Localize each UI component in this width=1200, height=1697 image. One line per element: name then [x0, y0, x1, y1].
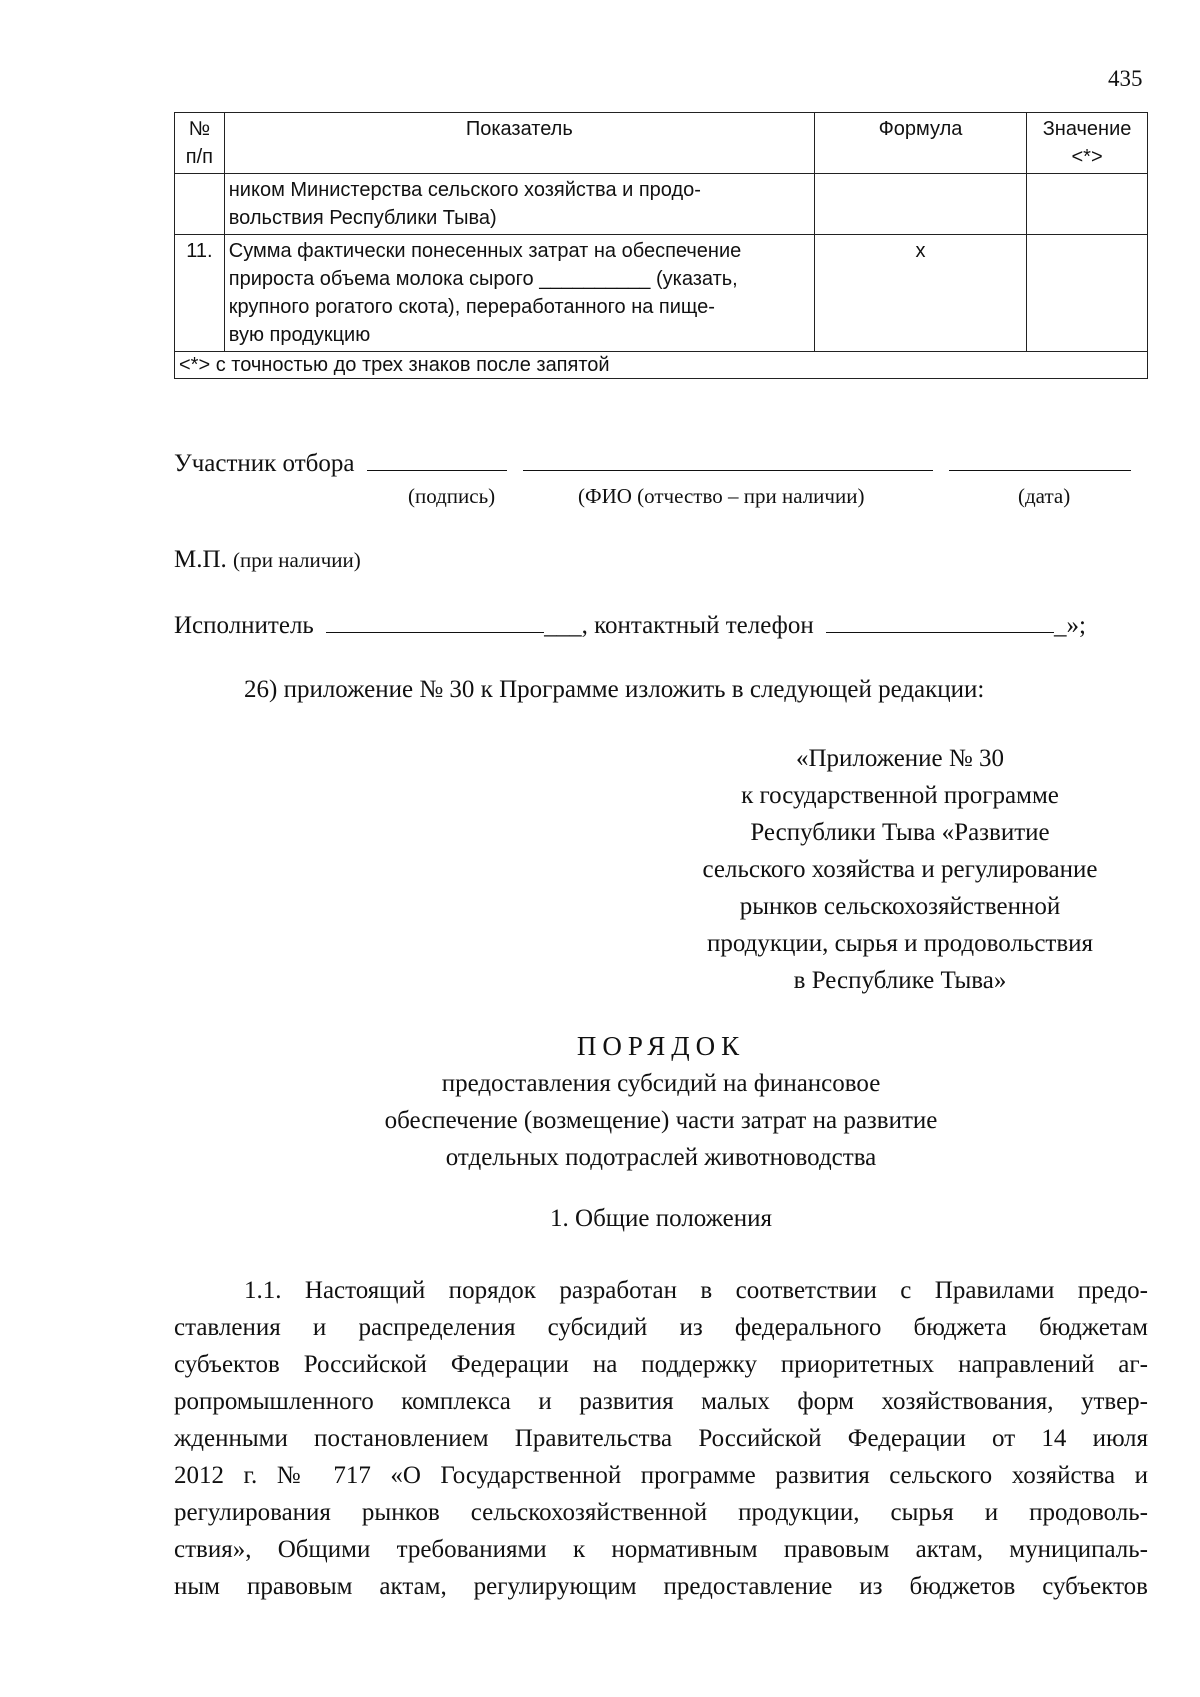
header-num: № п/п [175, 113, 225, 174]
caption-name: (ФИО (отчество – при наличии) [578, 484, 865, 508]
executor-end: _»; [1053, 612, 1086, 639]
appendix-line: Республики Тыва «Развитие [750, 819, 1050, 846]
executor-line [174, 612, 1086, 640]
table-footnote: <*> с точностью до трех знаков после запятой [175, 352, 1148, 379]
page-number: 435 [1108, 66, 1143, 91]
amendment-paragraph: 26) приложение № 30 к Программе изложить в следующей редакции: [244, 676, 985, 703]
body-line: ствия», Общими требованиями к нормативным правовым актам, муниципаль- [174, 1536, 1148, 1563]
table-row [175, 235, 1148, 352]
document-title-block [174, 1028, 1148, 1176]
row-formula [814, 174, 1026, 235]
indicator-line: Сумма фактически понесенных затрат на обеспечение [228, 240, 742, 262]
stamp-line [174, 546, 361, 574]
table-header-row [175, 113, 1148, 174]
body-line: ропромышленного комплекса и развития малых форм хозяйствования, утвер- [174, 1388, 1148, 1415]
signature-blank [367, 450, 507, 471]
body-line: 2012 г. № 717 «О Государственной программе развития сельского хозяйства и [174, 1462, 1148, 1489]
row-formula: х [814, 235, 1026, 352]
indicator-line: вольствия Республики Тыва) [228, 207, 497, 229]
appendix-line: в Республике Тыва» [793, 967, 1007, 994]
header-formula: Формула [814, 113, 1026, 174]
appendix-line: сельского хозяйства и регулирование [702, 856, 1098, 883]
document-title: ПОРЯДОК [576, 1031, 746, 1061]
signature-line [174, 450, 1131, 478]
executor-blank [326, 612, 544, 633]
appendix-line: «Приложение № 30 [795, 745, 1005, 772]
row-num [175, 174, 225, 235]
signature-label: Участник отбора [174, 450, 355, 477]
stamp-note: (при наличии) [233, 548, 361, 572]
appendix-line: продукции, сырья и продовольствия [706, 930, 1094, 957]
appendix-line: рынков сельскохозяйственной [739, 893, 1061, 920]
indicator-line: прироста объема молока сырого __________ (указать, [228, 268, 738, 290]
indicator-table [174, 112, 1148, 379]
caption-date: (дата) [1018, 484, 1071, 508]
date-blank [949, 450, 1131, 471]
row-indicator [224, 174, 814, 235]
table-row [175, 174, 1148, 235]
subtitle-line: обеспечение (возмещение) части затрат на развитие [384, 1107, 938, 1134]
phone-blank [826, 612, 1054, 633]
appendix-line: к государственной программе [741, 782, 1059, 809]
body-paragraph [174, 1272, 1148, 1605]
subtitle-line: отдельных подотраслей животноводства [445, 1144, 877, 1171]
body-line: 1.1. Настоящий порядок разработан в соответствии с Правилами предо- [244, 1277, 1148, 1304]
row-value [1027, 174, 1148, 235]
appendix-header [640, 740, 1160, 999]
body-line: регулирования рынков сельскохозяйственной продукции, сырья и продоволь- [174, 1499, 1148, 1526]
row-indicator [224, 235, 814, 352]
row-num: 11. [175, 235, 225, 352]
stamp-label: М.П. [174, 546, 227, 573]
header-indicator: Показатель [224, 113, 814, 174]
body-line: субъектов Российской Федерации на поддержку приоритетных направлений аг- [174, 1351, 1148, 1378]
indicator-line: крупного рогатого скота), переработанного на пище- [228, 296, 715, 318]
subtitle-line: предоставления субсидий на финансовое [441, 1070, 881, 1097]
caption-signature: (подпись) [408, 484, 496, 508]
executor-label: Исполнитель [174, 612, 314, 639]
executor-suffix: ___, [544, 612, 588, 639]
name-blank [523, 450, 933, 471]
row-value [1027, 235, 1148, 352]
body-line: жденными постановлением Правительства Российской Федерации от 14 июля [174, 1425, 1148, 1452]
indicator-line: ником Министерства сельского хозяйства и продо- [228, 179, 701, 201]
section-heading: 1. Общие положения [550, 1205, 772, 1232]
body-line: ным правовым актам, регулирующим предоставление из бюджетов субъектов [174, 1573, 1148, 1600]
body-line: ставления и распределения субсидий из федерального бюджета бюджетам [174, 1314, 1148, 1341]
phone-label: контактный телефон [594, 612, 814, 639]
indicator-line: вую продукцию [228, 324, 371, 346]
header-value: Значение <*> [1027, 113, 1148, 174]
table-footnote-row [175, 352, 1148, 379]
